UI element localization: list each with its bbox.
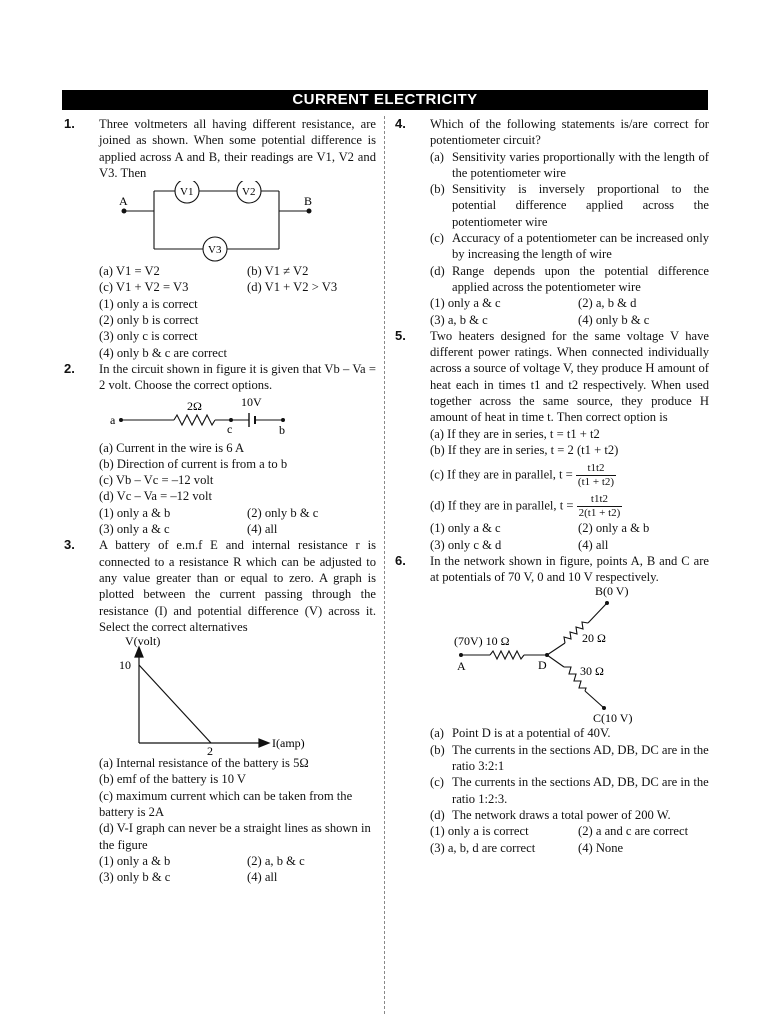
choice: (2) only a & b: [578, 521, 650, 536]
choice: (2) only b & c: [247, 505, 319, 520]
option: (a) Current in the wire is 6 A: [99, 440, 245, 455]
option: (c) V1 + V2 = V3: [99, 280, 189, 295]
choice: (2) a, b & c: [247, 853, 305, 868]
option: (d) The network draws a total power of 200 W.: [430, 807, 671, 822]
question-2: [62, 361, 376, 537]
option: (d) V-I graph can never be a straight lines as shown in the figure: [99, 821, 371, 852]
point-b-label: b: [279, 422, 285, 437]
point-b-dot: [281, 418, 285, 422]
choice-row: [99, 853, 376, 869]
left-column: [62, 116, 376, 886]
voltmeter-circuit-figure: [99, 181, 329, 263]
choice-row: [430, 312, 709, 328]
question-text: Two heaters designed for the same voltage V have different power ratings. When connected individually across a source of voltage V, they produce H amount of heat each in times t1 and t2 respectively. When used together across the same source, they produce H amount of heat in time t. Then correct option is: [430, 328, 709, 425]
choice: (1) only a is correct: [430, 824, 529, 839]
option: (b) If they are in series, t = 2 (t1 + t2): [430, 442, 619, 457]
question-text: A battery of e.m.f E and internal resistance r is connected to a resistance R which can be adjusted to any value greater than or equal to zero. A graph is plotted between the current passing through the resistance (I) and potential difference (V) across it. Select the correct alternatives: [99, 538, 376, 634]
choice-row: [430, 840, 709, 856]
question-number: 2.: [64, 360, 75, 376]
option: (b) emf of the battery is 10 V: [99, 772, 247, 787]
network-figure: [430, 585, 690, 725]
question-6: [393, 553, 709, 856]
terminal-b-dot: [307, 209, 312, 214]
choice: (3) only a & c: [99, 522, 170, 537]
node-a-label: A: [457, 659, 466, 674]
question-text: In the circuit shown in figure it is given that Vb – Va = 2 volt. Choose the correct options.: [99, 361, 376, 393]
choice-row: [430, 537, 709, 553]
question-number: 1.: [64, 116, 75, 131]
option: (c) If they are in parallel, t = $\frac{t1t2}{(t1 + t2)}$: [430, 462, 615, 489]
choice-row: [99, 505, 376, 521]
battery-label: 10V: [241, 394, 262, 409]
choice: (4) only b & c: [578, 312, 650, 327]
question-text: In the network shown in figure, points A, B and C are at potentials of 70 V, 0 and 10 V respectively.: [430, 553, 709, 585]
option: (c) The currents in the sections AD, DB, DC are in the ratio 1:2:3.: [430, 775, 709, 806]
x-axis-label: I(amp): [272, 736, 305, 751]
y-axis-label: V(volt): [125, 635, 161, 649]
choice: (4) all: [247, 870, 278, 885]
choice: (1) only a is correct: [99, 296, 198, 311]
question-text: Three voltmeters all having different resistance, are joined as shown. When some potential difference is applied across A and B, their readings are V1, V2 and V3. Then: [99, 117, 376, 180]
choice-row: [99, 869, 376, 885]
choice: (3) only c & d: [430, 537, 502, 552]
option: (a) V1 = V2: [99, 264, 160, 279]
x-intercept-label: 2: [207, 744, 213, 756]
option: (c) maximum current which can be taken from the battery is 2A: [99, 788, 353, 820]
choice: (4) all: [247, 522, 278, 537]
choice: (4) all: [578, 537, 609, 552]
fraction: $\frac{t1t2}{(t1 + t2)}$: [577, 462, 615, 489]
node-b-label: B(0 V): [595, 585, 629, 599]
choice: (4) only b & c are correct: [99, 345, 227, 360]
voltmeter-v3-label: V3: [208, 244, 222, 257]
choice: (1) only a & b: [99, 505, 171, 520]
option: (d) If they are in parallel, t = $\frac{t1t2}{2(t1 + t2)}$: [430, 493, 621, 520]
point-c-label: c: [227, 421, 233, 436]
node-d-dot: [545, 653, 549, 657]
question-number: 5.: [395, 327, 406, 343]
choice: (3) a, b, d are correct: [430, 840, 536, 855]
option: (c) Vb – Vc = –12 volt: [99, 473, 214, 488]
choice: (3) only c is correct: [99, 329, 198, 344]
question-5: [393, 328, 709, 553]
option: (b) Direction of current is from a to b: [99, 456, 288, 471]
node-d-label: D: [538, 658, 547, 673]
resistor-db-label: 20 Ω: [582, 631, 606, 646]
choice-row: [430, 823, 709, 839]
question-4: [393, 116, 709, 328]
point-a-label: a: [110, 412, 116, 427]
option: (d) Range depends upon the potential difference applied across the potentiometer wire: [430, 263, 709, 294]
option: (b) The currents in the sections AD, DB, DC are in the ratio 3:2:1: [430, 742, 709, 774]
option: (d) V1 + V2 > V3: [247, 280, 338, 295]
choice: (1) only a & c: [430, 296, 501, 311]
column-divider: [384, 116, 385, 1014]
choice: (1) only a & c: [430, 521, 501, 536]
y-intercept-label: 10: [119, 658, 131, 673]
node-a-dot: [459, 653, 463, 657]
question-number: 4.: [395, 116, 406, 131]
section-banner: CURRENT ELECTRICITY: [62, 90, 708, 110]
question-text: Which of the following statements is/are correct for potentiometer circuit?: [430, 117, 709, 148]
option: (b) Sensitivity is inversely proportional to the potential difference applied across the potentiometer wire: [430, 182, 709, 229]
point-a-dot: [119, 418, 123, 422]
node-a-potential-label: (70V) 10 Ω: [454, 634, 510, 649]
option: (a) If they are in series, t = t1 + t2: [430, 426, 600, 441]
choice: (2) a, b & d: [578, 296, 637, 311]
node-c-dot: [602, 706, 606, 710]
terminal-b-label: B: [304, 194, 313, 209]
choice: (3) only b & c: [99, 870, 171, 885]
right-column: [393, 116, 709, 856]
terminal-a-dot: [122, 209, 127, 214]
choice: (3) a, b & c: [430, 312, 488, 327]
terminal-a-label: A: [119, 194, 128, 209]
option: (d) Vc – Va = –12 volt: [99, 489, 212, 504]
fraction: $\frac{t1t2}{2(t1 + t2)}$: [578, 493, 621, 520]
vi-graph-figure: [99, 635, 329, 755]
option-row: [99, 279, 376, 295]
choice-row: [430, 295, 709, 311]
choice: (1) only a & b: [99, 853, 171, 868]
question-number: 6.: [395, 552, 406, 568]
choice: (2) only b is correct: [99, 313, 199, 328]
option: (c) Accuracy of a potentiometer can be increased only by increasing the length of wire: [430, 231, 709, 262]
resistor-battery-circuit-figure: [99, 394, 329, 440]
choice: (4) None: [578, 840, 624, 855]
choice: (2) a and c are correct: [578, 824, 689, 839]
option: (a) Internal resistance of the battery is 5Ω: [99, 756, 309, 771]
resistor-dc-label: 30 Ω: [580, 664, 604, 679]
choice-row: [99, 521, 376, 537]
resistor-label: 2Ω: [187, 398, 202, 413]
question-1: [62, 116, 376, 361]
option: (b) V1 ≠ V2: [247, 264, 309, 279]
voltmeter-v1-label: V1: [180, 186, 194, 199]
node-b-dot: [605, 601, 609, 605]
choice-row: [430, 520, 709, 536]
node-c-label: C(10 V): [593, 711, 633, 726]
question-3: [62, 537, 376, 885]
voltmeter-v2-label: V2: [242, 186, 256, 199]
question-number: 3.: [64, 537, 75, 553]
option-row: [99, 263, 376, 279]
option: (a) Sensitivity varies proportionally with the length of the potentiometer wire: [430, 149, 709, 180]
option: (a) Point D is at a potential of 40V.: [430, 726, 611, 741]
